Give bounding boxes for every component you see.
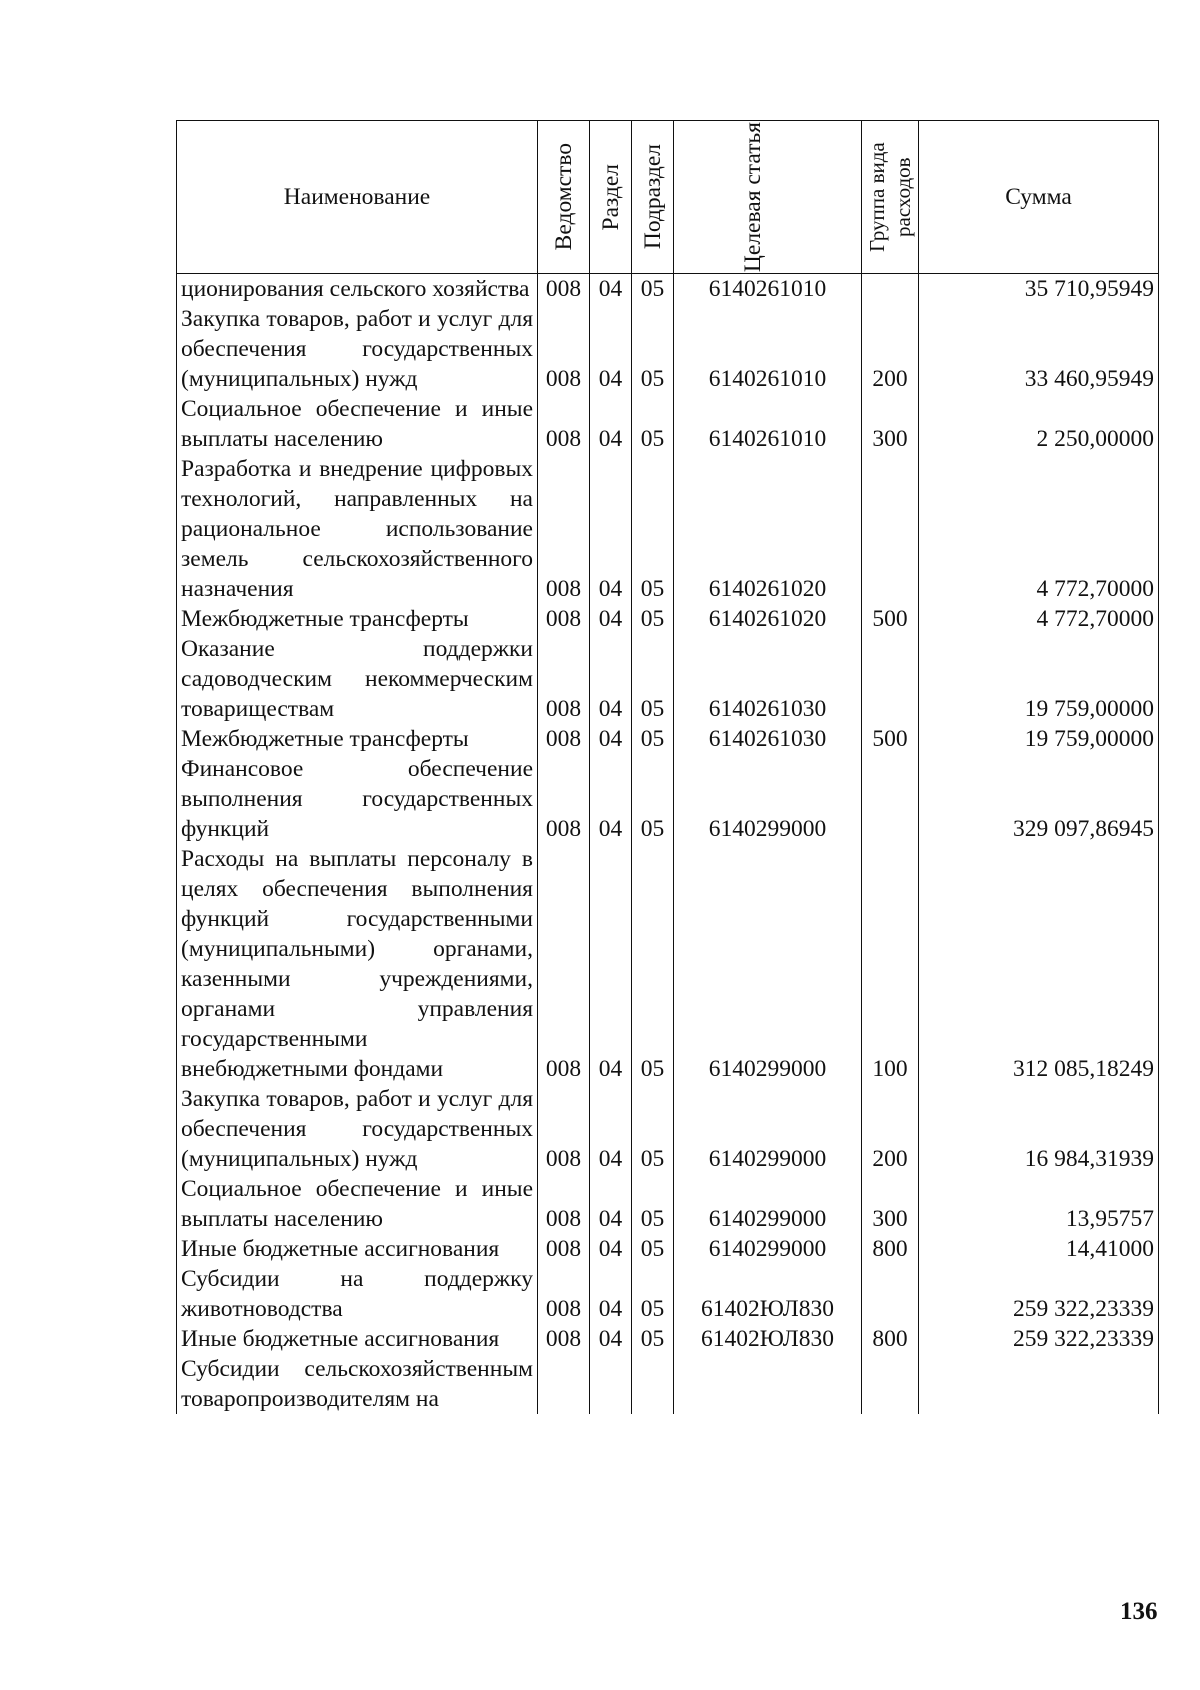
- row-podrazdel: 05: [632, 604, 674, 634]
- table-row: [177, 634, 1159, 724]
- row-podrazdel: 05: [632, 724, 674, 754]
- row-celevaya-statya: 6140261010: [674, 274, 862, 305]
- row-podrazdel: 05: [632, 454, 674, 604]
- table-row: [177, 394, 1159, 454]
- row-podrazdel: 05: [632, 1234, 674, 1264]
- row-name: Закупка товаров, работ и услуг для обеспечения государственных (муниципальных) нужд: [177, 1084, 538, 1174]
- header-celevaya-text: Целевая статья: [739, 121, 766, 273]
- row-razdel: 04: [590, 754, 632, 844]
- row-razdel: 04: [590, 1084, 632, 1174]
- row-razdel: 04: [590, 1174, 632, 1234]
- row-vedomstvo: 008: [538, 1234, 590, 1264]
- row-celevaya-statya: 61402ЮЛ830: [674, 1324, 862, 1354]
- row-name: Субсидии на поддержку животноводства: [177, 1264, 538, 1324]
- row-podrazdel: 05: [632, 844, 674, 1084]
- row-vedomstvo: 008: [538, 454, 590, 604]
- row-gruppa-vida: 500: [862, 724, 919, 754]
- row-razdel: 04: [590, 1264, 632, 1324]
- row-celevaya-statya: 6140261010: [674, 394, 862, 454]
- row-summa: 4 772,70000: [919, 604, 1159, 634]
- row-name: Разработка и внедрение цифровых технологий, направленных на рациональное использование земель сельскохозяйственного назначения: [177, 454, 538, 604]
- row-vedomstvo: 008: [538, 394, 590, 454]
- table-body: [177, 274, 1159, 1415]
- row-summa: 13,95757: [919, 1174, 1159, 1234]
- row-gruppa-vida: 800: [862, 1234, 919, 1264]
- row-celevaya-statya: [674, 1354, 862, 1414]
- row-summa: 329 097,86945: [919, 754, 1159, 844]
- row-razdel: 04: [590, 634, 632, 724]
- header-vedomstvo-text: Ведомство: [550, 143, 577, 251]
- row-razdel: 04: [590, 274, 632, 305]
- row-celevaya-statya: 6140261020: [674, 454, 862, 604]
- row-summa: 19 759,00000: [919, 724, 1159, 754]
- row-razdel: 04: [590, 454, 632, 604]
- row-podrazdel: 05: [632, 394, 674, 454]
- row-name: Закупка товаров, работ и услуг для обеспечения государственных (муниципальных) нужд: [177, 304, 538, 394]
- row-celevaya-statya: 6140261020: [674, 604, 862, 634]
- header-celevaya: [674, 121, 862, 274]
- row-celevaya-statya: 6140299000: [674, 1084, 862, 1174]
- row-celevaya-statya: 6140261030: [674, 634, 862, 724]
- row-celevaya-statya: 6140299000: [674, 844, 862, 1084]
- table-row: [177, 1234, 1159, 1264]
- row-vedomstvo: 008: [538, 844, 590, 1084]
- table-row: [177, 454, 1159, 604]
- row-vedomstvo: 008: [538, 304, 590, 394]
- row-name: Социальное обеспечение и иные выплаты населению: [177, 394, 538, 454]
- row-razdel: 04: [590, 1234, 632, 1264]
- row-gruppa-vida: 300: [862, 394, 919, 454]
- table-header: [177, 121, 1159, 274]
- row-podrazdel: 05: [632, 304, 674, 394]
- row-gruppa-vida: [862, 634, 919, 724]
- header-podrazdel: [632, 121, 674, 274]
- row-razdel: [590, 1354, 632, 1414]
- row-razdel: 04: [590, 604, 632, 634]
- row-vedomstvo: 008: [538, 634, 590, 724]
- header-razdel-text: Раздел: [597, 163, 624, 231]
- row-name: Межбюджетные трансферты: [177, 724, 538, 754]
- row-gruppa-vida: [862, 274, 919, 305]
- row-razdel: 04: [590, 304, 632, 394]
- header-gruppa: [862, 121, 919, 274]
- header-razdel: [590, 121, 632, 274]
- row-name: Финансовое обеспечение выполнения государственных функций: [177, 754, 538, 844]
- row-vedomstvo: 008: [538, 1084, 590, 1174]
- row-podrazdel: 05: [632, 1084, 674, 1174]
- row-gruppa-vida: [862, 454, 919, 604]
- row-podrazdel: 05: [632, 274, 674, 305]
- header-gruppa-text: Группа вида расходов: [865, 142, 915, 252]
- row-vedomstvo: 008: [538, 1174, 590, 1234]
- table-row: [177, 304, 1159, 394]
- table-row: [177, 1354, 1159, 1414]
- row-name: Иные бюджетные ассигнования: [177, 1324, 538, 1354]
- row-name: Расходы на выплаты персоналу в целях обеспечения выполнения функций государственными (муниципальными) органами, казенными учреждениями, органами управления государственными внебюджетными фондами: [177, 844, 538, 1084]
- header-summa: [919, 121, 1159, 274]
- table-row: [177, 604, 1159, 634]
- row-gruppa-vida: 200: [862, 1084, 919, 1174]
- row-celevaya-statya: 6140299000: [674, 1174, 862, 1234]
- row-name: Оказание поддержки садоводческим некоммерческим товариществам: [177, 634, 538, 724]
- header-name: [177, 121, 538, 274]
- row-razdel: 04: [590, 1324, 632, 1354]
- row-gruppa-vida: [862, 754, 919, 844]
- row-celevaya-statya: 6140299000: [674, 754, 862, 844]
- row-gruppa-vida: 200: [862, 304, 919, 394]
- row-vedomstvo: [538, 1354, 590, 1414]
- table-row: [177, 1324, 1159, 1354]
- row-gruppa-vida: 300: [862, 1174, 919, 1234]
- header-podrazdel-text: Подраздел: [639, 144, 666, 250]
- table-row: [177, 724, 1159, 754]
- row-name: Иные бюджетные ассигнования: [177, 1234, 538, 1264]
- row-name: Межбюджетные трансферты: [177, 604, 538, 634]
- row-podrazdel: 05: [632, 1264, 674, 1324]
- row-podrazdel: 05: [632, 634, 674, 724]
- row-gruppa-vida: 100: [862, 844, 919, 1084]
- row-summa: 16 984,31939: [919, 1084, 1159, 1174]
- table-row: [177, 844, 1159, 1084]
- row-gruppa-vida: [862, 1354, 919, 1414]
- row-summa: 35 710,95949: [919, 274, 1159, 305]
- row-vedomstvo: 008: [538, 1264, 590, 1324]
- row-summa: 4 772,70000: [919, 454, 1159, 604]
- row-vedomstvo: 008: [538, 1324, 590, 1354]
- row-razdel: 04: [590, 394, 632, 454]
- row-celevaya-statya: 61402ЮЛ830: [674, 1264, 862, 1324]
- table-row: [177, 1174, 1159, 1234]
- row-summa: 14,41000: [919, 1234, 1159, 1264]
- page-number: 136: [1120, 1598, 1158, 1625]
- row-vedomstvo: 008: [538, 754, 590, 844]
- row-summa: 33 460,95949: [919, 304, 1159, 394]
- header-name-text: Наименование: [283, 184, 431, 210]
- row-celevaya-statya: 6140299000: [674, 1234, 862, 1264]
- row-summa: [919, 1354, 1159, 1414]
- row-razdel: 04: [590, 724, 632, 754]
- table-row: [177, 1264, 1159, 1324]
- row-vedomstvo: 008: [538, 724, 590, 754]
- row-summa: 2 250,00000: [919, 394, 1159, 454]
- row-podrazdel: [632, 1354, 674, 1414]
- header-summa-text: Сумма: [1005, 184, 1072, 210]
- table-row: [177, 1084, 1159, 1174]
- row-vedomstvo: 008: [538, 274, 590, 305]
- row-name: Социальное обеспечение и иные выплаты населению: [177, 1174, 538, 1234]
- header-vedomstvo: [538, 121, 590, 274]
- table-row: [177, 754, 1159, 844]
- row-podrazdel: 05: [632, 1174, 674, 1234]
- row-summa: 312 085,18249: [919, 844, 1159, 1084]
- row-summa: 259 322,23339: [919, 1264, 1159, 1324]
- row-gruppa-vida: 800: [862, 1324, 919, 1354]
- row-celevaya-statya: 6140261030: [674, 724, 862, 754]
- budget-table: [176, 120, 1159, 1414]
- row-summa: 259 322,23339: [919, 1324, 1159, 1354]
- row-gruppa-vida: [862, 1264, 919, 1324]
- row-podrazdel: 05: [632, 1324, 674, 1354]
- row-name: ционирования сельского хозяйства: [177, 274, 538, 305]
- row-gruppa-vida: 500: [862, 604, 919, 634]
- row-podrazdel: 05: [632, 754, 674, 844]
- row-vedomstvo: 008: [538, 604, 590, 634]
- table-row: [177, 274, 1159, 305]
- row-razdel: 04: [590, 844, 632, 1084]
- row-summa: 19 759,00000: [919, 634, 1159, 724]
- row-celevaya-statya: 6140261010: [674, 304, 862, 394]
- row-name: Субсидии сельскохозяйственным товаропроизводителям на: [177, 1354, 538, 1414]
